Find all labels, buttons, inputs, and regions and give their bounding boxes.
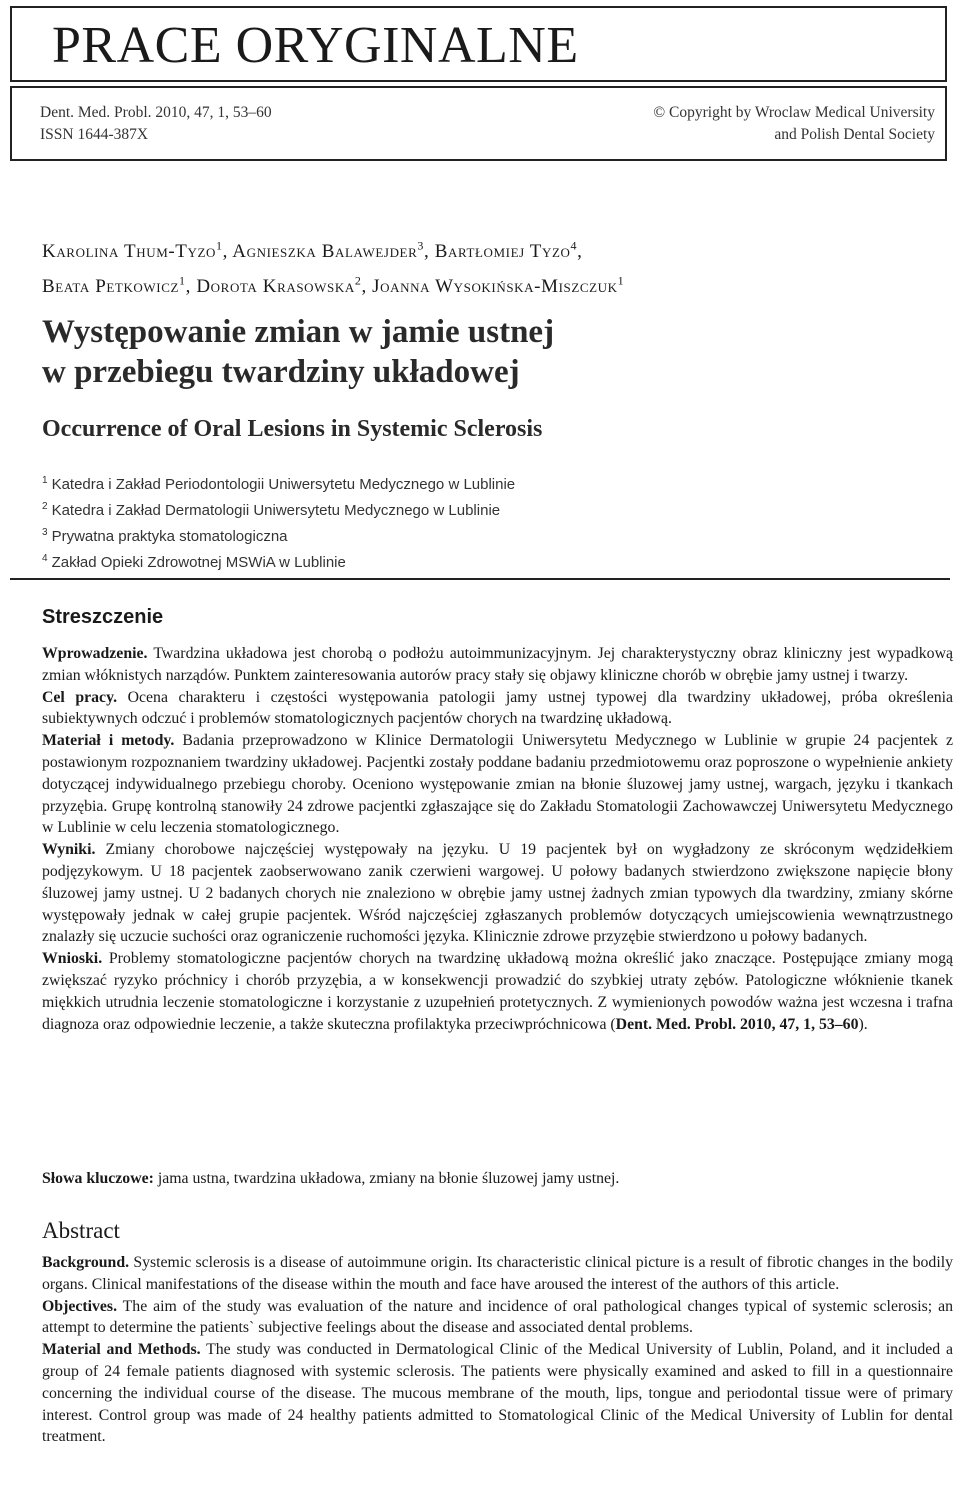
abstract-paragraph: Wyniki. Zmiany chorobowe najczęściej występowały na języku. U 19 pacjentek był on wygładzony ze skróconym wędzidełkiem podjęzykowym. U 18 pacjentek zaobserwowano zanik czerwieni wargowej. U połowy badanych stwierdzono zwiększone napięcie błony śluzowej jamy ustnej. U 2 badanych chorych nie znaleziono w obrębie jamy ustnej żadnych zmian typowych dla twardziny, zmiany skórne występowały jednak w całej grupie pacjentek. Wśród najczęściej zgłaszanych problemów dotyczących umiejscowienia wewnątrzustnego znalazły się uczucie suchości oraz ograniczenie ruchomości języka. Klinicznie zdrowe przyzębie stwierdzono u połowy badanych. [42, 841, 953, 946]
copyright-notice [653, 102, 935, 146]
abstract-paragraph: Objectives. The aim of the study was evaluation of the nature and incidence of oral pathological changes typical of systemic sclerosis; an attempt to determine the patients` subjective feelings about the disease and associated dental problems. [42, 1297, 953, 1337]
abstract-paragraph: Wprowadzenie. Twardzina układowa jest chorobą o podłożu autoimmunizacyjnym. Jej charakterystyczny obraz kliniczny jest wypadkową zmian włóknistych narządów. Punktem zainteresowania autorów pracy stały się objawy kliniczne chorób w obrębie jamy ustnej i twarzy. [42, 645, 953, 684]
journal-line: Dent. Med. Probl. 2010, 47, 1, 53–60 [40, 104, 272, 121]
streszczenie-heading: Streszczenie [42, 606, 164, 628]
author: Bartłomiej Tyzo$^4$, [434, 239, 583, 263]
copyright-line-2: and Polish Dental Society [774, 126, 935, 143]
author: Agnieszka Balawejder$^3$, [232, 239, 435, 263]
keywords: Słowa kluczowe: jama ustna, twardzina układowa, zmiany na błonie śluzowej jamy ustnej. [42, 1170, 620, 1187]
abstract-polish [42, 643, 953, 1035]
affiliation-item: $^4$ Zakład Opieki Zdrowotnej MSWiA w Lublinie [42, 553, 346, 571]
author: Dorota Krasowska$^2$, [196, 273, 373, 297]
article-title-polish: Występowanie zmian w jamie ustnej w przebiegu twardziny układowej [42, 314, 555, 390]
journal-meta-box [10, 86, 947, 161]
abstract-paragraph: Background. Systemic sclerosis is a disease of autoimmune origin. Its characteristic clinical picture is a result of fibrotic changes in the bodily organs. Clinical manifestations of the disease within the mouth and face have aroused the interest of the authors of this article. [42, 1254, 953, 1293]
section-divider [10, 578, 950, 580]
abstract-paragraph: Cel pracy. Ocena charakteru i częstości występowania patologii jamy ustnej typowej dla twardziny układowej, próba określenia subiektywnych odczuć i problemów stomatologicznych pacjentów chorych na twardzinę układową. [42, 688, 953, 728]
journal-citation [40, 102, 272, 146]
abstract-english [42, 1252, 953, 1448]
abstract-heading: Abstract [42, 1218, 120, 1243]
section-banner [10, 6, 947, 82]
affiliation-list [42, 470, 942, 574]
author: Karolina Thum-Tyzo$^1$, [42, 239, 233, 263]
author: Beata Petkowicz$^1$, [42, 273, 197, 297]
author: Joanna Wysokińska-Miszczuk$^1$ [372, 273, 625, 297]
abstract-paragraph: Wnioski. Problemy stomatologiczne pacjentów chorych na twardzinę układową można określić jako znaczące. Postępujące zmiany mogą zwiększać ryzyko próchnicy i chorób przyzębia, a w konsekwencji prowadzić do szybkiej utraty zębów. Patologiczne włóknienie tkanek miękkich utrudnia leczenie stomatologiczne i korzystanie z uzupełnień protetycznych. Z wymienionych powodów ważna jest wczesna i trafna diagnoza oraz odpowiednie leczenie, a także skuteczna profilaktyka przeciwpróchnicowa (Dent. Med. Probl. 2010, 47, 1, 53–60). [42, 950, 953, 1033]
affiliation-item: $^1$ Katedra i Zakład Periodontologii Uniwersytetu Medycznego w Lublinie [42, 475, 516, 493]
abstract-paragraph: Material and Methods. The study was conducted in Dermatological Clinic of the Medical University of Lublin, Poland, and it included a group of 24 female patients diagnosed with systemic sclerosis. The patients were physically examined and asked to fill in a questionnaire concerning the individual course of the disease. The mucous membrane of the mouth, lips, tongue and periodontal tissue were of primary interest. Control group was made of 24 healthy patients admitted to Stomatological Clinic of the Medical University of Lublin for dental treatment. [42, 1341, 953, 1446]
copyright-line-1: © Copyright by Wroclaw Medical University [653, 104, 935, 121]
affiliation-item: $^2$ Katedra i Zakład Dermatologii Uniwersytetu Medycznego w Lublinie [42, 501, 501, 519]
author-list [42, 232, 942, 301]
abstract-paragraph: Materiał i metody. Badania przeprowadzono w Klinice Dermatologii Uniwersytetu Medycznego w Lublinie w grupie 24 pacjentek z postawionym rozpoznaniem twardziny układowej. Pacjentki zostały poddane badaniu przedmiotowemu oraz poproszone o wypełnienie ankiety dotyczącej indywidualnego przebiegu choroby. Oceniono występowanie zmian na błonie śluzowej jamy ustnej, wargach, języku i tkankach przyzębia. Grupę kontrolną stanowiły 24 zdrowe pacjentki zgłaszające się do Zakładu Stomatologii Zachowawczej Uniwersytetu Medycznego w Lublinie w celu leczenia stomatologicznego. [42, 732, 953, 837]
section-title: PRACE ORYGINALNE [52, 17, 579, 74]
affiliation-item: $^3$ Prywatna praktyka stomatologiczna [42, 527, 288, 545]
article-title-english: Occurrence of Oral Lesions in Systemic Sclerosis [42, 416, 543, 442]
issn: ISSN 1644-387X [40, 126, 149, 143]
